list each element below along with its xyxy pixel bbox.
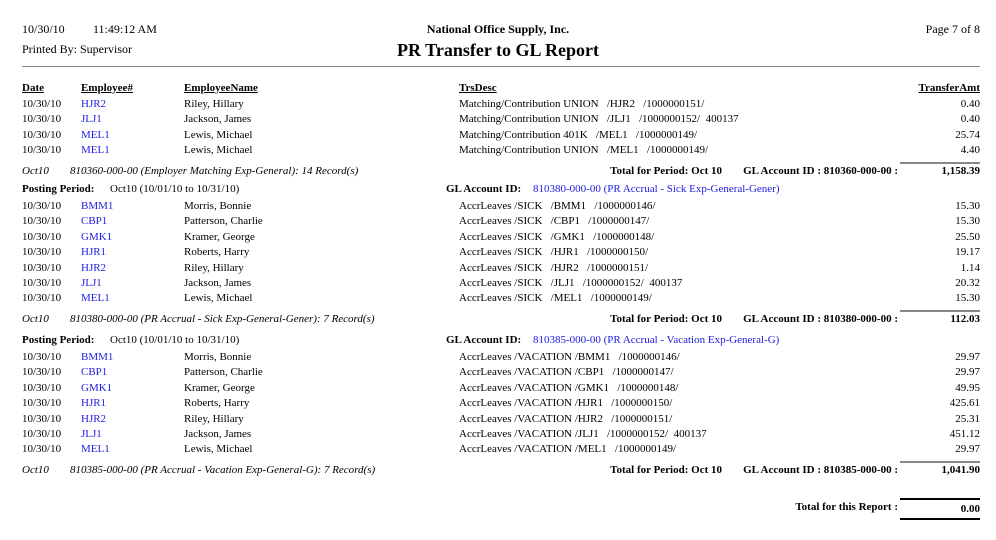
summary-period: Oct10	[22, 463, 49, 476]
table-row	[0, 428, 996, 443]
row-employee-name: Morris, Bonnie	[184, 200, 252, 212]
row-emp-id[interactable]: BMM1	[81, 351, 114, 363]
print-date: 10/30/10	[22, 22, 65, 36]
gl-account-label: GL Account ID:	[446, 183, 522, 195]
row-trs-desc: AccrLeaves /VACATION /HJR2 /1000000151/	[459, 412, 673, 425]
row-trs-desc: Matching/Contribution UNION /MEL1 /1000000149/	[459, 144, 709, 157]
table-row	[0, 113, 996, 128]
row-emp-id[interactable]: MEL1	[81, 443, 110, 456]
row-employee-name: Patterson, Charlie	[184, 215, 263, 228]
total-divider	[900, 162, 980, 164]
row-transfer-amt: 29.97	[955, 443, 980, 456]
row-date: 10/30/10	[22, 381, 62, 394]
total-divider	[900, 310, 980, 312]
table-row	[0, 366, 996, 381]
summary-period: Oct10	[22, 164, 49, 177]
gl-account-label: GL Account ID:	[446, 334, 522, 346]
total-period-label: Total for Period: Oct 10	[610, 164, 722, 177]
row-emp-id[interactable]: MEL1	[81, 292, 110, 305]
group-summary-row	[0, 165, 996, 180]
total-gl-label: GL Account ID : 810360-000-00 :	[743, 164, 898, 177]
row-date: 10/30/10	[22, 292, 62, 305]
row-employee-name: Riley, Hillary	[184, 412, 244, 425]
row-trs-desc: Matching/Contribution UNION /JLJ1 /1000000152/ 400137	[459, 113, 739, 126]
row-employee-name: Lewis, Michael	[184, 128, 253, 141]
row-emp-id[interactable]: CBP1	[81, 215, 108, 228]
row-employee-name: Roberts, Harry	[184, 397, 250, 410]
table-row	[0, 413, 996, 428]
row-trs-desc: AccrLeaves /SICK /CBP1 /1000000147/	[459, 215, 650, 228]
row-date: 10/30/10	[22, 443, 62, 456]
table-row	[0, 215, 996, 230]
row-transfer-amt: 20.32	[955, 277, 980, 289]
row-transfer-amt: 29.97	[955, 366, 980, 379]
table-row	[0, 144, 996, 159]
row-trs-desc: AccrLeaves /VACATION /HJR1 /1000000150/	[459, 397, 673, 410]
report-total-value: 0.00	[960, 503, 980, 515]
row-date: 10/30/10	[22, 246, 62, 259]
row-trs-desc: AccrLeaves /SICK /MEL1 /1000000149/	[459, 292, 652, 305]
row-employee-name: Patterson, Charlie	[184, 366, 263, 379]
table-row	[0, 397, 996, 412]
row-date: 10/30/10	[22, 230, 62, 243]
row-employee-name: Kramer, George	[184, 381, 255, 394]
gl-account-value: 810380-000-00 (PR Accrual - Sick Exp-General-Gener)	[533, 183, 780, 195]
table-row	[0, 351, 996, 366]
row-date: 10/30/10	[22, 200, 62, 212]
row-trs-desc: AccrLeaves /SICK /GMK1 /1000000148/	[459, 230, 655, 243]
row-trs-desc: AccrLeaves /VACATION /BMM1 /1000000146/	[459, 351, 680, 363]
row-emp-id[interactable]: JLJ1	[81, 428, 102, 440]
row-employee-name: Roberts, Harry	[184, 246, 250, 259]
row-trs-desc: AccrLeaves /SICK /BMM1 /1000000146/	[459, 200, 656, 212]
row-transfer-amt: 19.17	[955, 246, 980, 259]
total-gl-label: GL Account ID : 810380-000-00 :	[743, 312, 898, 325]
row-employee-name: Jackson, James	[184, 113, 252, 126]
table-row	[0, 98, 996, 113]
row-transfer-amt: 425.61	[949, 397, 980, 410]
row-date: 10/30/10	[22, 128, 62, 141]
row-trs-desc: Matching/Contribution 401K /MEL1 /1000000149/	[459, 128, 698, 141]
row-transfer-amt: 0.40	[960, 98, 980, 110]
group-summary-row	[0, 313, 996, 328]
table-row	[0, 129, 996, 144]
row-date: 10/30/10	[22, 366, 62, 379]
posting-period-row	[0, 183, 996, 198]
row-trs-desc: Matching/Contribution UNION /HJR2 /1000000151/	[459, 98, 705, 110]
table-row	[0, 292, 996, 307]
summary-description: 810380-000-00 (PR Accrual - Sick Exp-General-Gener): 7 Record(s)	[70, 312, 375, 325]
row-date: 10/30/10	[22, 215, 62, 228]
row-date: 10/30/10	[22, 144, 62, 157]
row-date: 10/30/10	[22, 277, 62, 289]
summary-description: 810385-000-00 (PR Accrual - Vacation Exp-General-G): 7 Record(s)	[70, 463, 376, 476]
row-emp-id[interactable]: GMK1	[81, 381, 113, 394]
row-transfer-amt: 25.31	[955, 412, 980, 425]
group-total: 112.03	[950, 312, 980, 325]
row-emp-id[interactable]: JLJ1	[81, 113, 102, 126]
summary-period: Oct10	[22, 312, 49, 325]
total-period-label: Total for Period: Oct 10	[610, 463, 722, 476]
row-transfer-amt: 25.50	[955, 230, 980, 243]
gl-account-value: 810385-000-00 (PR Accrual - Vacation Exp-General-G)	[533, 334, 780, 346]
table-row	[0, 443, 996, 458]
row-transfer-amt: 25.74	[955, 128, 980, 141]
row-date: 10/30/10	[22, 351, 62, 363]
row-date: 10/30/10	[22, 261, 62, 274]
row-trs-desc: AccrLeaves /VACATION /GMK1 /1000000148/	[459, 381, 679, 394]
table-row	[0, 231, 996, 246]
row-trs-desc: AccrLeaves /SICK /HJR1 /1000000150/	[459, 246, 649, 259]
row-employee-name: Jackson, James	[184, 277, 252, 289]
row-employee-name: Kramer, George	[184, 230, 255, 243]
report-title: PR Transfer to GL Report	[397, 40, 599, 60]
row-date: 10/30/10	[22, 113, 62, 126]
row-trs-desc: AccrLeaves /SICK /JLJ1 /1000000152/ 400137	[459, 277, 683, 289]
row-transfer-amt: 15.30	[955, 292, 980, 305]
posting-period-value: Oct10 (10/01/10 to 10/31/10)	[110, 334, 240, 346]
row-date: 10/30/10	[22, 412, 62, 425]
row-employee-name: Riley, Hillary	[184, 261, 244, 274]
printed-by: Printed By: Supervisor	[22, 42, 132, 56]
row-date: 10/30/10	[22, 397, 62, 410]
row-emp-id[interactable]: JLJ1	[81, 277, 102, 289]
row-date: 10/30/10	[22, 98, 62, 110]
total-period-label: Total for Period: Oct 10	[610, 312, 722, 325]
summary-description: 810360-000-00 (Employer Matching Exp-General): 14 Record(s)	[70, 164, 359, 177]
total-gl-label: GL Account ID : 810385-000-00 :	[743, 463, 898, 476]
table-row	[0, 200, 996, 215]
row-trs-desc: AccrLeaves /VACATION /MEL1 /1000000149/	[459, 443, 677, 456]
print-time: 11:49:12 AM	[93, 22, 157, 36]
row-emp-id[interactable]: MEL1	[81, 144, 110, 157]
group-total: 1,158.39	[941, 164, 980, 177]
page-number: Page 7 of 8	[925, 22, 980, 36]
table-row	[0, 382, 996, 397]
row-employee-name: Jackson, James	[184, 428, 252, 440]
col-employee-name: EmployeeName	[184, 82, 258, 94]
row-emp-id[interactable]: HJR1	[81, 397, 107, 410]
report-total-label: Total for this Report :	[795, 501, 898, 513]
row-employee-name: Lewis, Michael	[184, 144, 253, 157]
row-employee-name: Morris, Bonnie	[184, 351, 252, 363]
col-date: Date	[22, 82, 44, 94]
row-transfer-amt: 451.12	[949, 428, 980, 440]
report-total-line-bottom	[900, 518, 980, 520]
row-emp-id[interactable]: HJR2	[81, 261, 107, 274]
row-emp-id[interactable]: HJR2	[81, 98, 107, 110]
col-transfer-amt: TransferAmt	[918, 82, 980, 94]
header-divider	[22, 66, 980, 67]
posting-period-value: Oct10 (10/01/10 to 10/31/10)	[110, 183, 240, 195]
row-transfer-amt: 1.14	[960, 261, 980, 274]
row-trs-desc: AccrLeaves /SICK /HJR2 /1000000151/	[459, 261, 649, 274]
col-employee-num: Employee#	[81, 82, 133, 94]
row-emp-id[interactable]: GMK1	[81, 230, 113, 243]
posting-period-row	[0, 334, 996, 349]
row-employee-name: Riley, Hillary	[184, 98, 244, 110]
table-row	[0, 246, 996, 261]
row-transfer-amt: 0.40	[960, 113, 980, 126]
row-transfer-amt: 29.97	[955, 351, 980, 363]
row-trs-desc: AccrLeaves /VACATION /CBP1 /1000000147/	[459, 366, 674, 379]
row-employee-name: Lewis, Michael	[184, 443, 253, 456]
posting-period-label: Posting Period:	[22, 334, 95, 346]
company-name: National Office Supply, Inc.	[426, 22, 570, 36]
row-transfer-amt: 15.30	[955, 215, 980, 228]
row-emp-id[interactable]: HJR1	[81, 246, 107, 259]
row-transfer-amt: 49.95	[955, 381, 980, 394]
col-trs-desc: TrsDesc	[459, 82, 497, 94]
group-total: 1,041.90	[941, 463, 980, 476]
total-divider	[900, 461, 980, 463]
row-emp-id[interactable]: MEL1	[81, 128, 110, 141]
table-row	[0, 262, 996, 277]
row-emp-id[interactable]: HJR2	[81, 412, 107, 425]
report-total-line-top	[900, 498, 980, 500]
row-transfer-amt: 4.40	[960, 144, 980, 157]
row-date: 10/30/10	[22, 428, 62, 440]
row-trs-desc: AccrLeaves /VACATION /JLJ1 /1000000152/ 400137	[459, 428, 707, 440]
posting-period-label: Posting Period:	[22, 183, 95, 195]
row-emp-id[interactable]: BMM1	[81, 200, 114, 212]
row-emp-id[interactable]: CBP1	[81, 366, 108, 379]
row-employee-name: Lewis, Michael	[184, 292, 253, 305]
row-transfer-amt: 15.30	[955, 200, 980, 212]
table-row	[0, 277, 996, 292]
group-summary-row	[0, 464, 996, 479]
